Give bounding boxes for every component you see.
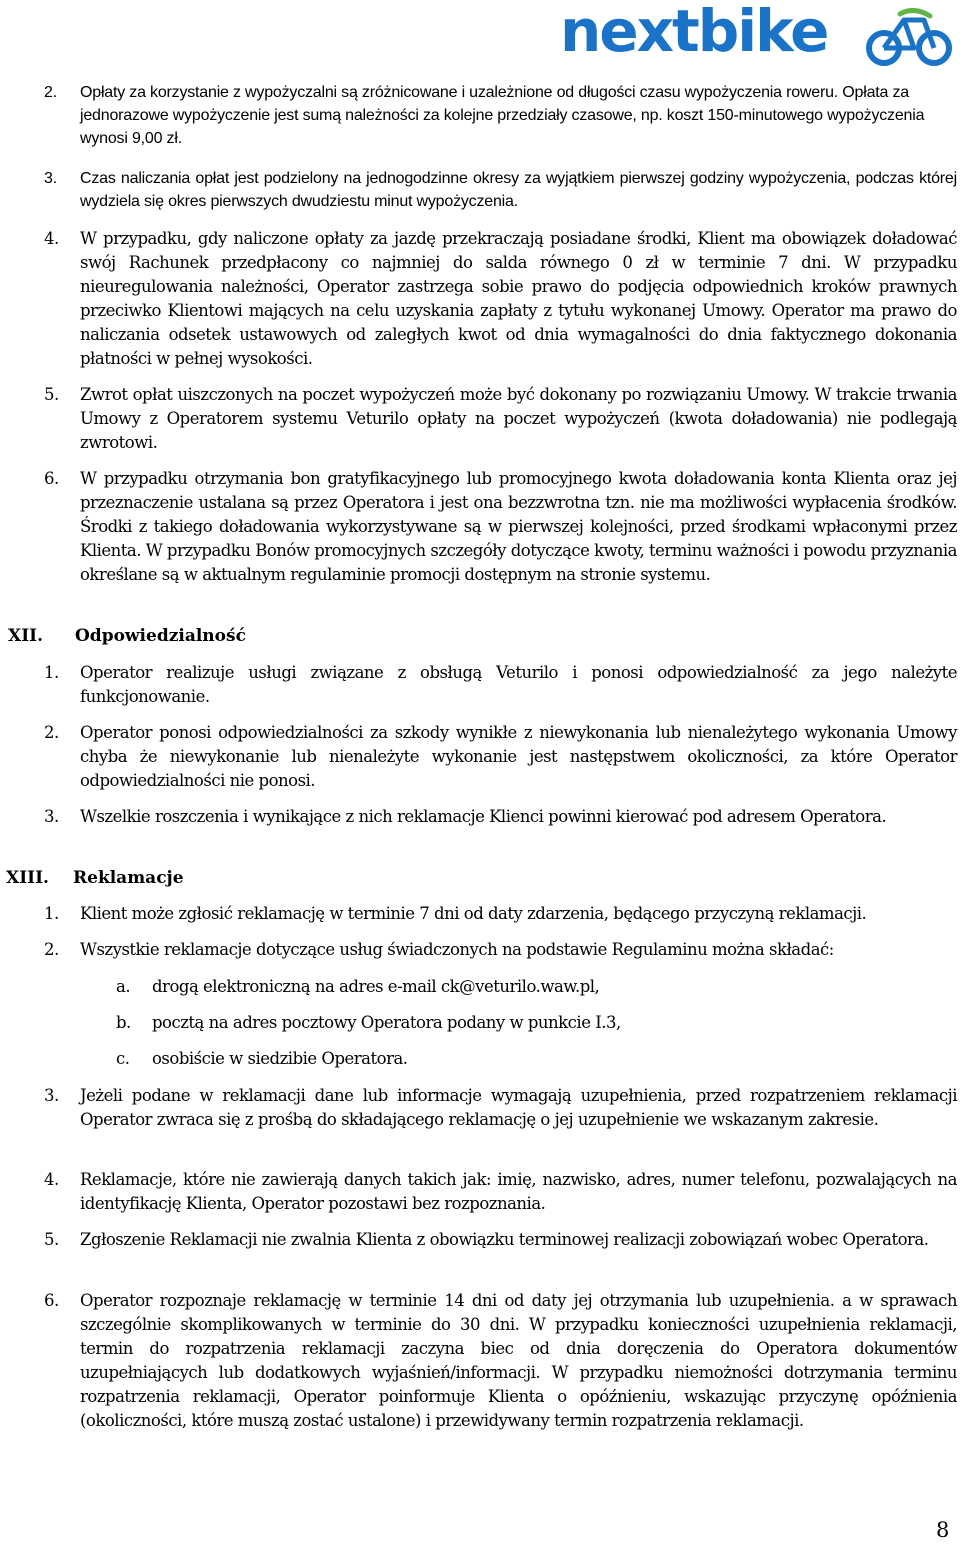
page-number: 8 bbox=[936, 1518, 950, 1542]
section-number: XII. bbox=[8, 626, 44, 646]
nextbike-logo bbox=[560, 2, 960, 68]
bicycle-icon bbox=[860, 8, 958, 66]
section-number: XIII. bbox=[6, 868, 49, 888]
section-title: Odpowiedzialność bbox=[75, 626, 246, 646]
document-page: nextbike 2. Opłaty za korzystanie z wypożyczalni są zróżnicowane i uzależnione od długości czasu wypożyczenia roweru. Opłata za jednorazowe wypożyczenie jest sumą należności za kolejne przedziały czasowe, np. koszt 150-minutowego wypożyczenia wynosi 9,00 zł. 3. Czas naliczania opłat jest podzielony na jednogodzinne okresy za wyjątkiem pierwszej godziny wypożyczenia, podczas której wydziela się okres pierwszych dwudziestu minut wypożyczenia. 4. W przypadku, gdy naliczone opłaty za jazdę przekraczają posiadane środki, Klient ma obowiązek doładować swój Rachunek przedpłacony co najmniej do salda równego 0 zł w terminie 7 dni. W przypadku nieuregulowania należności, Operator zastrzega sobie prawo do podjęcia odpowiednich kroków prawnych przeciwko Klientowi mających na celu uzyskania zapłaty z tytułu wykonanej Umowy. Operator ma prawo do naliczania odsetek ustawowych od zaległych kwot od dnia wymagalności do dnia faktycznego dokonania płatności w pełnej wysokości. 5. Zwrot opłat uiszczonych na poczet wypożyczeń może być dokonany po rozwiązaniu Umowy. W trakcie trwania Umowy z Operatorem systemu Veturilo opłaty na poczet wypożyczeń (kwota doładowania) nie podlegają zwrotowi. 6. W przypadku otrzymania bon gratyfikacyjnego lub promocyjnego kwota doładowania konta Klienta oraz jej przeznaczenie ustalana są przez Operatora i jest ona bezzwrotna tzn. nie ma możliwości wypłacenia środków. Środki z takiego doładowania wykorzystywane są w pierwszej kolejności, przed środkami wpłaconymi przez Klienta. W przypadku Bonów promocyjnych szczegóły dotyczące kwoty, terminu ważności i powodu przyznania określane są w aktualnym regulaminie promocji dostępnym na stronie systemu. XII. Odpowiedzialność 1. Operator realizuje usługi związane z obsługą Veturilo i ponosi odpowiedzialność za jego należyte funkcjonowanie. 2. Operator ponosi odpowiedzialności za szkody wynikłe z niewykonania lub nienależytego wykonania Umowy chyba że niewykonanie lub nienależyte wykonanie jest następstwem okoliczności, za które Operator odpowiedzialności nie ponosi. 3. Wszelkie roszczenia i wynikające z nich reklamacje Klienci powinni kierować pod adresem Operatora. XIII. Reklamacje 1. Klient może zgłosić reklamację w terminie 7 dni od daty zdarzenia, będącego przyczyną reklamacji. 2. Wszystkie reklamacje dotyczące usług świadczonych na podstawie Regulaminu można składać: a. drogą elektroniczną na adres e-mail ck@veturilo.waw.pl, b. pocztą na adres pocztowy Operatora podany w punkcie I.3, c. osobiście w siedzibie Operatora. 3. Jeżeli podane w reklamacji dane lub informacje wymagają uzupełnienia, przed rozpatrzeniem reklamacji Operator zwraca się z prośbą do składającego reklamację o jej uzupełnienie we wskazanym zakresie. 4. Reklamacje, które nie zawierają danych takich jak: imię, nazwisko, adres, numer telefonu, pozwalających na identyfikację Klienta, Operator pozostawi bez rozpoznania. 5. Zgłoszenie Reklamacji nie zwalnia Klienta z obowiązku terminowej realizacji zobowiązań wobec Operatora. 6. Operator rozpoznaje reklamację w terminie 14 dni od daty jej otrzymania lub uzupełnienia. a w sprawach szczególnie skomplikowanych w terminie do 30 dni. W przypadku konieczności uzupełnienia reklamacji, termin do rozpatrzenia reklamacji zaczyna biec od dnia doręczenia do Operatora dokumentów uzupełniających lub dodatkowych wyjaśnień/informacji. W przypadku niemożności dotrzymania terminu rozpatrzenia reklamacji, Operator poinformuje Klienta o opóźnieniu, wskazując przyczynę opóźnienia (okoliczności, które muszą zostać ustalone) i przewidywany termin rozpatrzenia reklamacji. 8 bbox=[0, 0, 960, 1555]
section-title: Reklamacje bbox=[73, 868, 184, 888]
logo-wordmark: nextbike bbox=[560, 0, 828, 65]
